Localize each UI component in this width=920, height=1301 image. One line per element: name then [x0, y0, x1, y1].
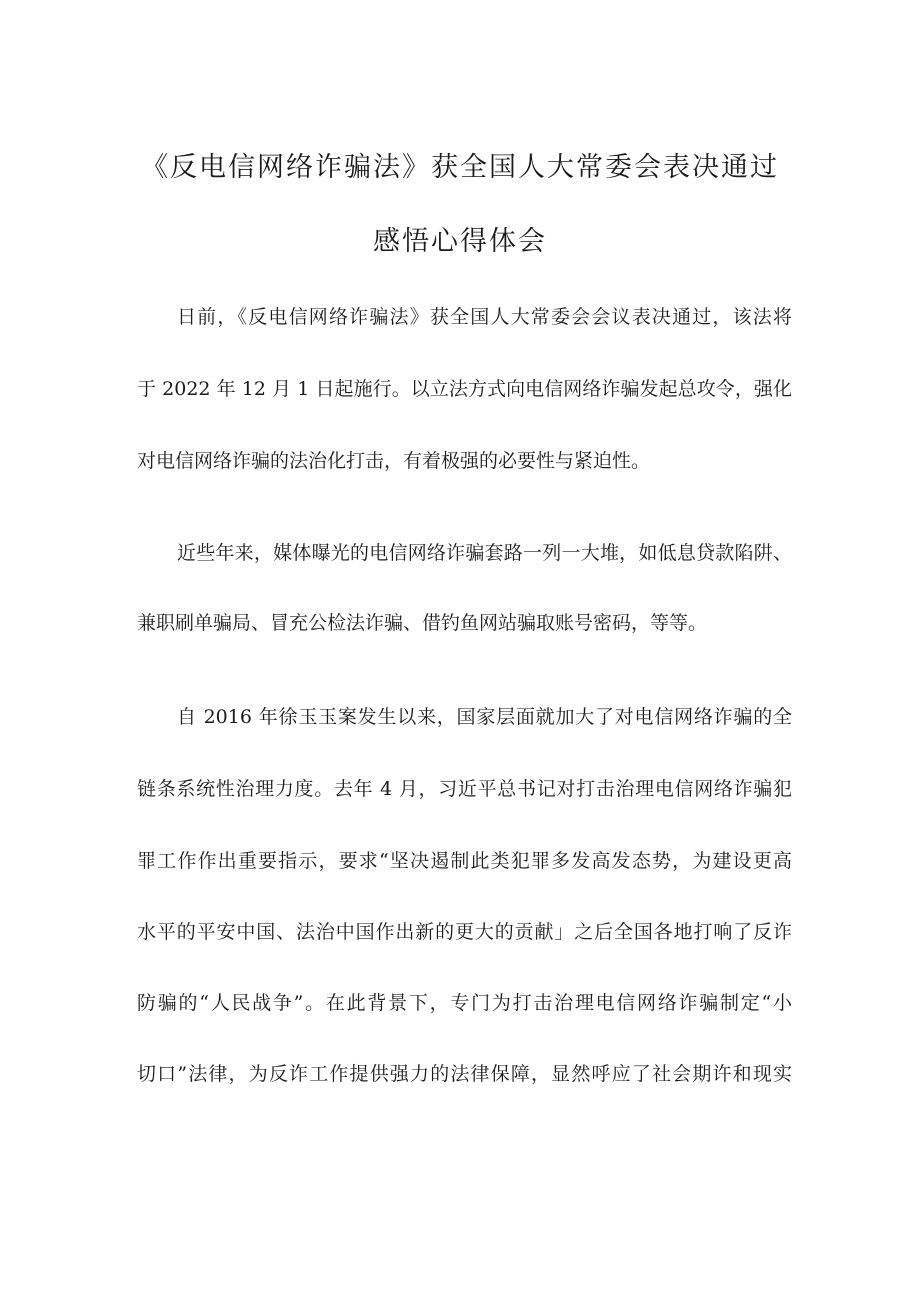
paragraph-line: 日前，《反电信网络诈骗法》获全国人大常委会会议表决通过，该法将 [177, 306, 792, 328]
document-title-line-1: 《反电信网络诈骗法》获全国人大常委会表决通过 [141, 152, 779, 183]
paragraph-line: 切口”法律，为反诈工作提供强力的法律保障，显然呼应了社会期许和现实 [137, 1063, 792, 1085]
paragraph-line: 于 2022 年 12 月 1 日起施行。以立法方式向电信网络诈骗发起总攻令，强化 [137, 378, 792, 400]
paragraph-line: 防骗的“人民战争”。在此背景下，专门为打击治理电信网络诈骗制定“小 [137, 992, 792, 1014]
paragraph-line: 对电信网络诈骗的法治化打击，有着极强的必要性与紧迫性。 [137, 450, 651, 472]
paragraph-line: 自 2016 年徐玉玉案发生以来，国家层面就加大了对电信网络诈骗的全 [177, 706, 792, 728]
paragraph-line: 兼职刷单骗局、冒充公检法诈骗、借钓鱼网站骗取账号密码，等等。 [137, 612, 708, 634]
paragraph-line: 罪工作作出重要指示，要求“坚决遏制此类犯罪多发高发态势，为建设更高 [137, 850, 792, 872]
document-title-line-2: 感悟心得体会 [373, 226, 547, 257]
paragraph-line: 水平的平安中国、法治中国作出新的更大的贡献」之后全国各地打响了反诈 [137, 921, 792, 943]
paragraph-line: 链条系统性治理力度。去年 4 月，习近平总书记对打击治理电信网络诈骗犯 [137, 778, 792, 800]
paragraph-line: 近些年来，媒体曝光的电信网络诈骗套路一列一大堆，如低息贷款陷阱、 [177, 542, 792, 564]
